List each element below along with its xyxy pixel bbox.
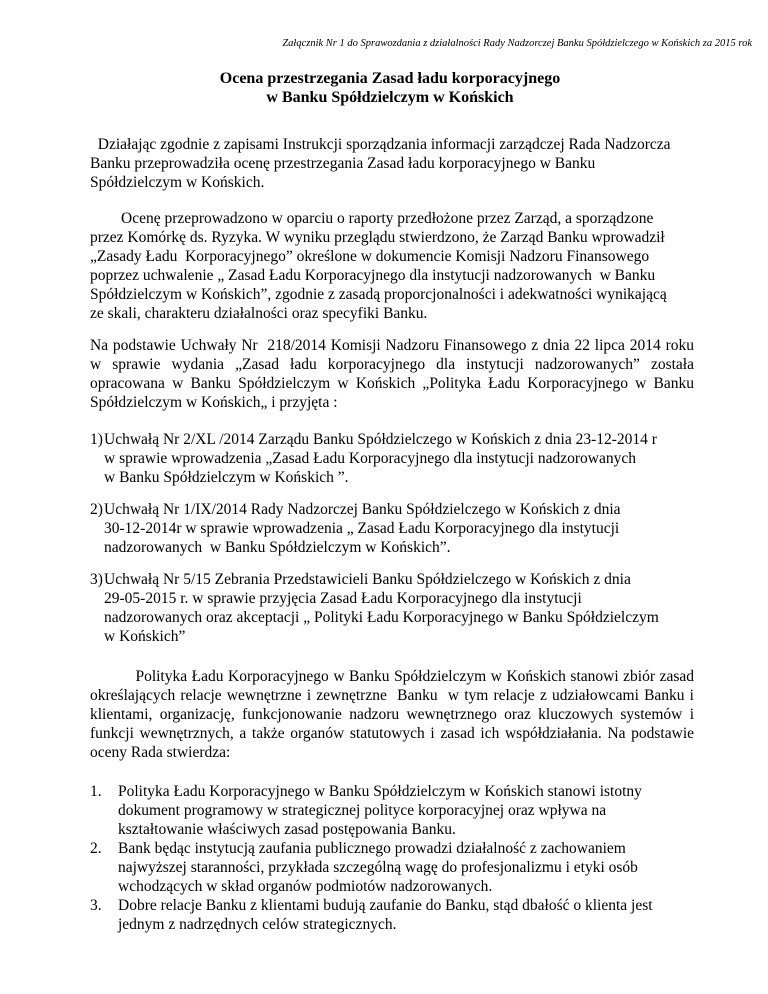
paragraph-line: „Zasady Ładu Korporacyjnego” określone w dokumencie Komisji Nadzoru Finansowego: [90, 248, 650, 265]
list-number: 3): [90, 571, 103, 588]
list-line: dokument programowy w strategicznej polityce korporacyjnej oraz wpływa na: [118, 802, 607, 819]
title-line-1: Ocena przestrzegania Zasad ładu korporacyjnego: [219, 70, 561, 87]
paragraph-basis: Na podstawie Uchwały Nr 218/2014 Komisji Nadzoru Finansowego z dnia 22 lipca 2014 roku w sprawie wydania „Zasad ładu korporacyjnego dla instytucji nadzorowanych” została opracowana w Banku Spółdzielczym w Końskich „Polityka Ładu Korporacyjnego w Banku Spółdzielczym w Końskich„ i przyjęta :: [90, 337, 698, 411]
paragraph-line: Banku przeprowadziła ocenę przestrzegania Zasad ładu korporacyjnego w Banku: [90, 155, 596, 172]
paragraph-assessment: [90, 209, 690, 323]
conclusions-list: [90, 782, 690, 934]
list-line: Bank będąc instytucją zaufania publicznego prowadzi działalność z zachowaniem: [118, 840, 626, 857]
list-number: 1): [90, 431, 103, 448]
list-line: Dobre relacje Banku z klientami budują zaufanie do Banku, stąd dbałość o klienta jest: [118, 897, 653, 914]
list-number: 2.: [90, 840, 102, 857]
list-line: najwyższej staranności, przykłada szczególną wagę do profesjonalizmu i etyki osób: [118, 859, 638, 876]
paragraph-line: Spółdzielczym w Końskich.: [90, 174, 265, 191]
conclusion-item-2: [90, 839, 690, 896]
paragraph-line: Ocenę przeprowadzono w oparciu o raporty przedłożone przez Zarząd, a sporządzone: [90, 210, 654, 227]
paragraph-line: przez Komórkę ds. Ryzyka. W wyniku przeglądu stwierdzono, że Zarząd Banku wprowadził: [90, 229, 665, 246]
conclusion-item-3: [90, 896, 690, 934]
paragraph-line: Działając zgodnie z zapisami Instrukcji sporządzania informacji zarządczej Rada Nadzorcza: [90, 136, 671, 153]
title-line-2: w Banku Spółdzielczym w Końskich: [266, 89, 514, 106]
list-line: wchodzących w skład organów podmiotów nadzorowanych.: [118, 878, 493, 895]
list-number: 2): [90, 501, 103, 518]
list-line: w sprawie wprowadzenia „Zasad Ładu Korporacyjnego dla instytucji nadzorowanych: [104, 450, 636, 467]
list-number: 1.: [90, 783, 102, 800]
list-line: 29-05-2015 r. w sprawie przyjęcia Zasad Ładu Korporacyjnego dla instytucji: [104, 590, 582, 607]
paragraph-line: Spółdzielczym w Końskich”, zgodnie z zasadą proporcjonalności i adekwatności wynikającą: [90, 286, 667, 303]
list-line: Polityka Ładu Korporacyjnego w Banku Spółdzielczym w Końskich stanowi istotny: [118, 783, 642, 800]
paragraph-line: ze skali, charakteru działalności oraz specyfiki Banku.: [90, 305, 428, 322]
list-line: Uchwałą Nr 2/XL /2014 Zarządu Banku Spółdzielczego w Końskich z dnia 23-12-2014 r: [104, 431, 657, 448]
header-note: Załącznik Nr 1 do Sprawozdania z działalności Rady Nadzorczej Banku Spółdzielczego w Końskich za 2015 rok: [282, 38, 752, 49]
list-number: 3.: [90, 897, 102, 914]
list-line: jednym z nadrzędnych celów strategicznych.: [118, 916, 397, 933]
document-title: [90, 69, 690, 107]
paragraph-policy: Polityka Ładu Korporacyjnego w Banku Spółdzielczym w Końskich stanowi zbiór zasad określających relacje wewnętrzne i zewnętrzne Banku w tym relacje z udziałowcami Banku i klientami, organizację, funkcjonowanie nadzoru wewnętrznego oraz kluczowych systemów i funkcji wewnętrznych, a także organów statutowych i zasad ich współdziałania. Na podstawie oceny Rada stwierdza:: [90, 668, 698, 761]
list-line: kształtowanie właściwych zasad postępowania Banku.: [118, 821, 456, 838]
list-line: w Końskich”: [104, 628, 186, 645]
list-line: Uchwałą Nr 5/15 Zebrania Przedstawicieli Banku Spółdzielczego w Końskich z dnia: [104, 571, 631, 588]
list-line: 30-12-2014r w sprawie wprowadzenia „ Zasad Ładu Korporacyjnego dla instytucji: [104, 520, 620, 537]
conclusion-item-1: [90, 782, 690, 839]
paragraph-intro: [90, 135, 690, 192]
list-line: Uchwałą Nr 1/IX/2014 Rady Nadzorczej Banku Spółdzielczego w Końskich z dnia: [104, 501, 621, 518]
paragraph-line: poprzez uchwalenie „ Zasad Ładu Korporacyjnego dla instytucji nadzorowanych w Banku: [90, 267, 656, 284]
list-line: nadzorowanych w Banku Spółdzielczym w Końskich”.: [104, 539, 451, 556]
list-line: w Banku Spółdzielczym w Końskich ”.: [104, 469, 349, 486]
list-line: nadzorowanych oraz akceptacji „ Polityki Ładu Korporacyjnego w Banku Spółdzielczym: [104, 609, 659, 626]
